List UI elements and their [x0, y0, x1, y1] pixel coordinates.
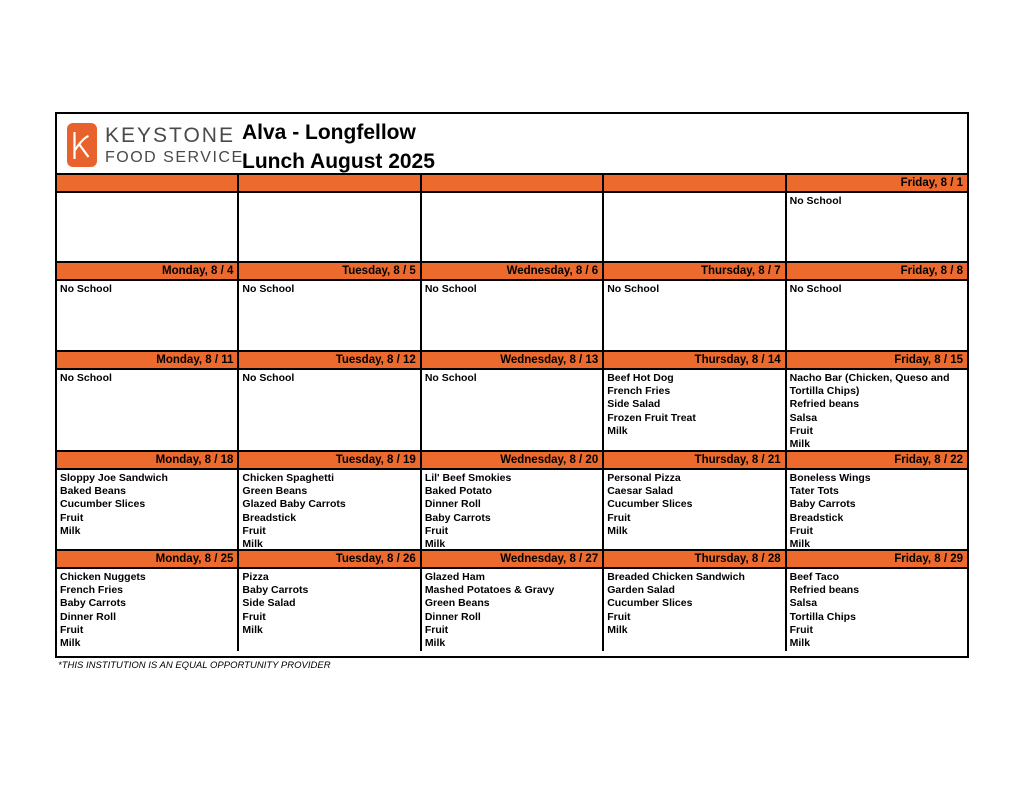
menu-header [57, 114, 967, 175]
day-header: Monday, 8 / 18 [155, 454, 234, 466]
day-cell [237, 370, 419, 450]
day-cell [785, 281, 967, 350]
menu-item: Breadstick [242, 511, 297, 524]
menu-item: Breadstick [789, 511, 844, 524]
menu-item: Tater Tots [789, 485, 839, 498]
day-header: Friday, 8 / 8 [785, 263, 967, 279]
menu-item: No School [242, 372, 295, 384]
day-cell [237, 281, 419, 350]
menu-item: Tortilla Chips) [789, 385, 860, 398]
menu-item: Garden Salad [607, 584, 675, 597]
keystone-k-icon [67, 123, 97, 167]
menu-item: Cucumber Slices [607, 597, 693, 610]
keystone-logo [67, 121, 244, 169]
menu-item: Green Beans [424, 597, 490, 610]
menu-item: Fruit [789, 424, 813, 437]
day-cell [420, 281, 602, 350]
day-cell [420, 470, 602, 549]
menu-item: Fruit [424, 623, 449, 636]
menu-item: No School [60, 283, 112, 295]
menu-item: No School [424, 372, 477, 384]
menu-item: Baby Carrots [60, 597, 126, 610]
menu-item: Fruit [789, 623, 813, 636]
day-header [237, 175, 419, 191]
menu-item: Lil' Beef Smokies [424, 472, 512, 484]
week-header-row [57, 452, 967, 470]
menu-item: Milk [60, 637, 81, 650]
day-cell [602, 281, 784, 350]
menu-item: No School [242, 283, 295, 295]
day-header: Monday, 8 / 4 [162, 265, 234, 277]
day-header: Friday, 8 / 22 [785, 452, 967, 468]
week-body-row [57, 193, 967, 263]
day-cell [785, 193, 967, 261]
day-header: Tuesday, 8 / 12 [237, 352, 419, 368]
day-cell [420, 370, 602, 450]
menu-item: Personal Pizza [607, 472, 681, 484]
menu-item: Salsa [789, 597, 818, 610]
menu-item: Glazed Ham [424, 571, 485, 583]
day-header: Wednesday, 8 / 20 [420, 452, 602, 468]
week-body-row [57, 470, 967, 551]
menu-item: Boneless Wings [789, 472, 871, 484]
menu-item: Milk [242, 538, 263, 549]
menu-titles [242, 118, 435, 176]
day-cell [57, 569, 237, 651]
menu-item: Pizza [242, 571, 269, 583]
menu-item: Milk [789, 538, 811, 549]
day-header [602, 175, 784, 191]
brand-name-line1: KEYSTONE [105, 124, 235, 147]
menu-item: Milk [607, 623, 628, 636]
footnote: *THIS INSTITUTION IS AN EQUAL OPPORTUNITY PROVIDER [58, 660, 331, 671]
menu-item: Fruit [60, 623, 84, 636]
school-title: Alva - Longfellow [242, 121, 416, 144]
day-header: Thursday, 8 / 21 [602, 452, 784, 468]
menu-item: Fruit [242, 524, 266, 537]
menu-item: Breaded Chicken Sandwich [607, 571, 745, 583]
day-cell [57, 281, 237, 350]
day-header: Thursday, 8 / 7 [602, 263, 784, 279]
day-header: Tuesday, 8 / 26 [237, 551, 419, 567]
day-cell [602, 193, 784, 261]
day-cell [57, 193, 237, 261]
menu-item: No School [424, 283, 477, 295]
menu-item: Dinner Roll [60, 610, 117, 623]
week-header-row [57, 263, 967, 281]
menu-item: Glazed Baby Carrots [242, 498, 346, 511]
menu-item: No School [789, 283, 842, 295]
menu-item: Chicken Nuggets [60, 571, 146, 583]
menu-item: Tortilla Chips [789, 610, 856, 623]
brand-name-line2: FOOD SERVICE [105, 149, 244, 166]
week-body-row [57, 370, 967, 452]
menu-item: Chicken Spaghetti [242, 472, 335, 484]
menu-item: Mashed Potatoes & Gravy [424, 584, 555, 597]
menu-item: Fruit [607, 511, 631, 524]
day-cell [57, 470, 237, 549]
menu-item: Refried beans [789, 584, 860, 597]
menu-item: No School [789, 195, 842, 207]
menu-item: Cucumber Slices [607, 498, 693, 511]
menu-item: Beef Hot Dog [607, 372, 674, 384]
day-cell [237, 193, 419, 261]
menu-item: Green Beans [242, 485, 308, 498]
menu-title: Lunch August 2025 [242, 150, 435, 173]
menu-item: Baby Carrots [424, 511, 491, 524]
day-header: Friday, 8 / 15 [785, 352, 967, 368]
menu-item: Baby Carrots [789, 498, 856, 511]
menu-item: Milk [424, 637, 446, 650]
menu-item: Fruit [60, 511, 84, 524]
menu-item: Refried beans [789, 398, 860, 411]
day-cell [602, 569, 784, 651]
week-header-row [57, 551, 967, 569]
menu-item: Milk [789, 637, 811, 650]
day-header: Wednesday, 8 / 6 [420, 263, 602, 279]
day-header: Tuesday, 8 / 5 [237, 263, 419, 279]
menu-item: Milk [60, 524, 81, 537]
day-header: Friday, 8 / 1 [785, 175, 967, 191]
day-cell [420, 569, 602, 651]
menu-item: Beef Taco [789, 571, 840, 583]
day-header: Thursday, 8 / 28 [602, 551, 784, 567]
menu-item: No School [607, 283, 660, 295]
menu-calendar [55, 112, 969, 658]
week-body-row [57, 281, 967, 352]
day-cell [420, 193, 602, 261]
menu-item: French Fries [60, 584, 124, 597]
menu-item: Fruit [789, 524, 813, 537]
menu-item: French Fries [607, 385, 671, 398]
menu-item: Baby Carrots [242, 584, 309, 597]
menu-item: Baked Potato [424, 485, 492, 498]
day-cell [785, 370, 967, 450]
menu-item: Sloppy Joe Sandwich [60, 472, 168, 484]
day-header: Wednesday, 8 / 13 [420, 352, 602, 368]
menu-item: Milk [607, 524, 628, 537]
day-header: Thursday, 8 / 14 [602, 352, 784, 368]
menu-item: Caesar Salad [607, 485, 674, 498]
day-cell [57, 370, 237, 450]
day-cell [785, 569, 967, 651]
day-cell [785, 470, 967, 549]
menu-item: No School [60, 372, 112, 384]
menu-item: Frozen Fruit Treat [607, 411, 696, 424]
menu-item: Side Salad [242, 597, 296, 610]
day-header [420, 175, 602, 191]
menu-item: Fruit [242, 610, 266, 623]
menu-item: Milk [607, 424, 628, 437]
day-header: Monday, 8 / 11 [156, 354, 234, 366]
day-header: Monday, 8 / 25 [155, 553, 234, 565]
day-cell [237, 470, 419, 549]
weeks-container [57, 175, 967, 651]
day-header: Tuesday, 8 / 19 [237, 452, 419, 468]
menu-item: Milk [424, 538, 446, 549]
week-body-row [57, 569, 967, 651]
menu-item: Baked Beans [60, 485, 126, 498]
menu-item: Cucumber Slices [60, 498, 146, 511]
week-header-row [57, 352, 967, 370]
menu-item: Nacho Bar (Chicken, Queso and [789, 372, 950, 384]
menu-item: Milk [242, 623, 263, 636]
day-cell [237, 569, 419, 651]
menu-item: Dinner Roll [424, 498, 481, 511]
week-header-row [57, 175, 967, 193]
menu-item: Side Salad [607, 398, 661, 411]
day-header [57, 175, 237, 191]
day-header: Wednesday, 8 / 27 [420, 551, 602, 567]
menu-item: Milk [789, 438, 811, 450]
menu-item: Dinner Roll [424, 610, 481, 623]
day-header: Friday, 8 / 29 [785, 551, 967, 567]
day-cell [602, 370, 784, 450]
menu-item: Fruit [424, 524, 449, 537]
day-cell [602, 470, 784, 549]
menu-item: Salsa [789, 411, 818, 424]
menu-item: Fruit [607, 610, 631, 623]
